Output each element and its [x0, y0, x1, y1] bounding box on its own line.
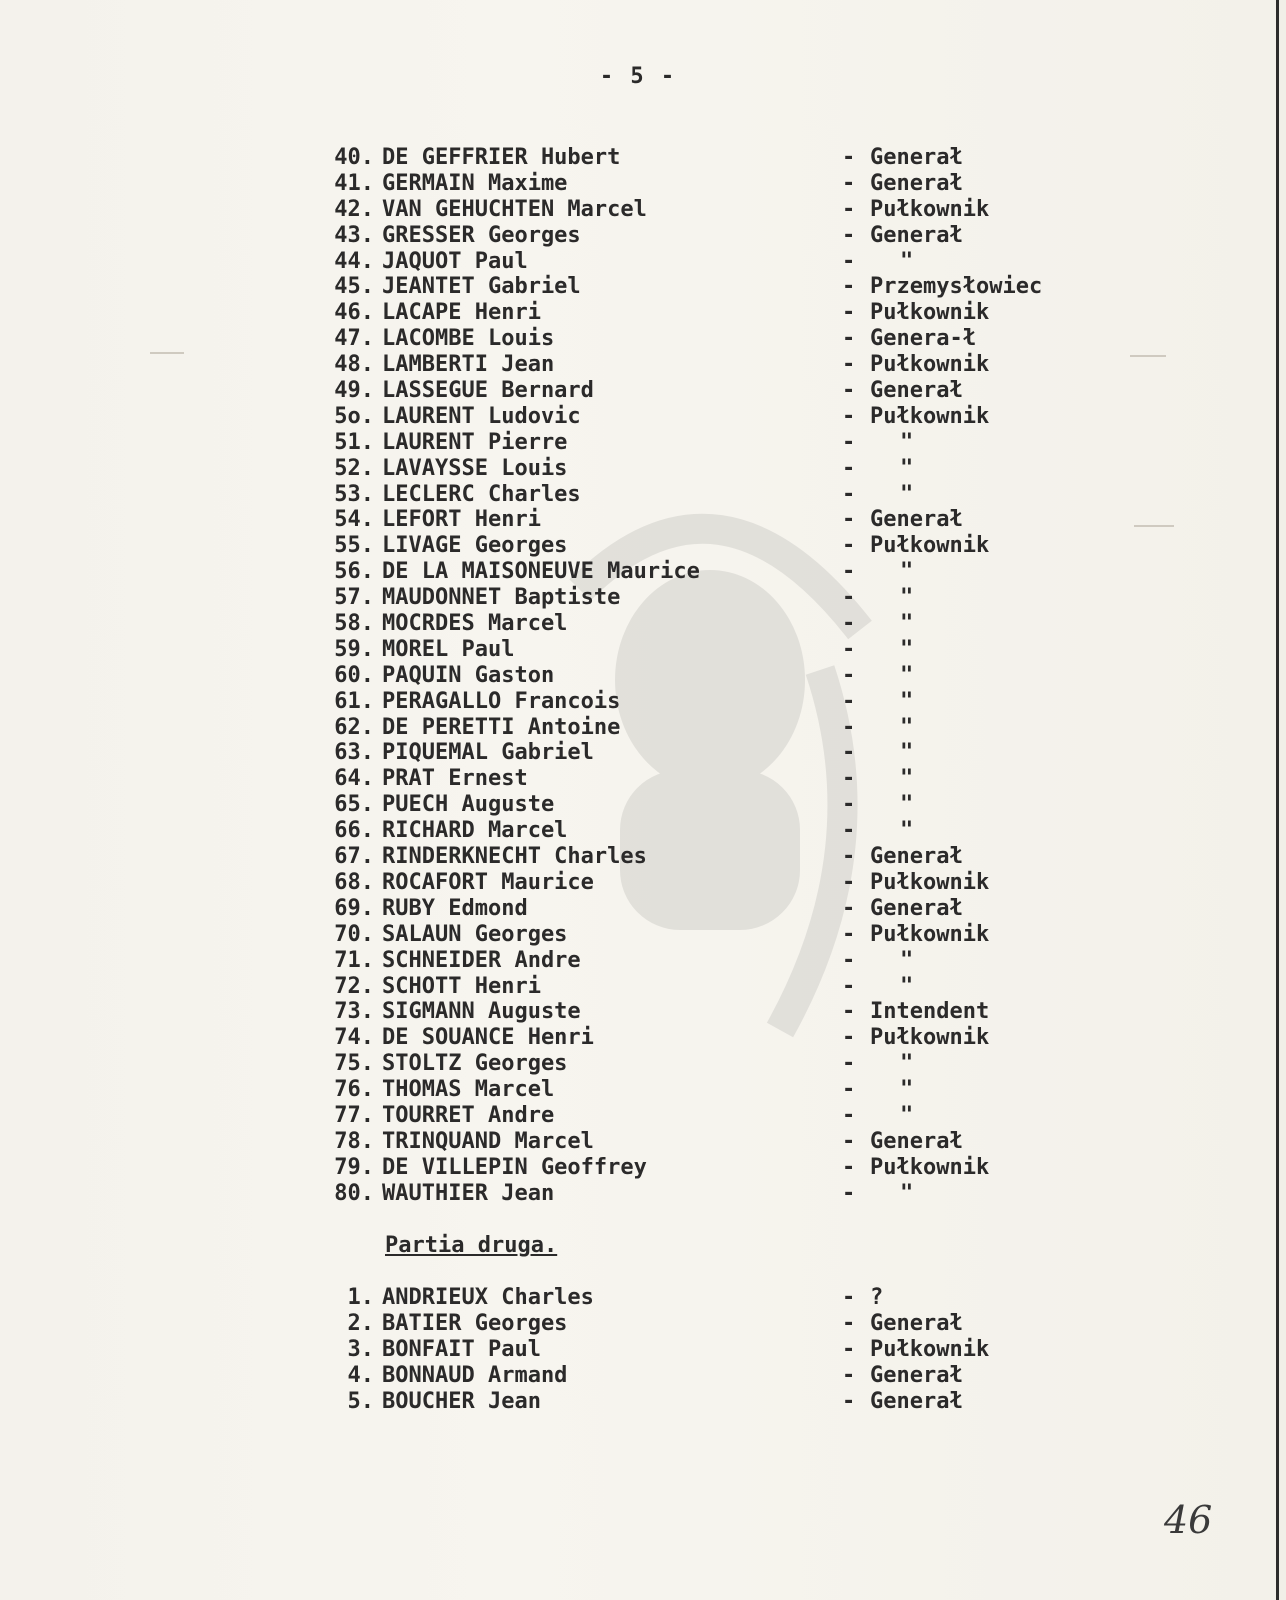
officer-list-part-two — [310, 1285, 1090, 1414]
list-item: 4. BONNAUD Armand - Generał — [347, 1362, 963, 1388]
list-item: 48. LAMBERTI Jean - Pułkownik — [334, 352, 990, 378]
list-item: 58. MOCRDES Marcel - " — [334, 611, 914, 637]
list-item: 69. RUBY Edmond - Generał — [334, 895, 963, 921]
list-item: 70. SALAUN Georges - Pułkownik — [334, 921, 990, 947]
list-item: 61. PERAGALLO Francois - " — [334, 688, 914, 714]
list-item: 47. LACOMBE Louis - Genera-ł — [334, 326, 976, 352]
list-item: 68. ROCAFORT Maurice - Pułkownik — [334, 869, 990, 895]
list-item: 2. BATIER Georges - Generał — [347, 1310, 963, 1336]
list-item: 5. BOUCHER Jean - Generał — [347, 1388, 963, 1414]
list-item: 78. TRINQUAND Marcel - Generał — [334, 1128, 963, 1154]
list-item: 46. LACAPE Henri - Pułkownik — [334, 300, 990, 326]
list-item: 43. GRESSER Georges - Generał — [334, 222, 963, 248]
list-item: 3. BONFAIT Paul - Pułkownik — [347, 1336, 990, 1362]
list-item: 71. SCHNEIDER Andre - " — [334, 947, 914, 973]
list-item: 66. RICHARD Marcel - " — [334, 818, 914, 844]
section-title: Partia druga. — [385, 1233, 558, 1258]
list-item: 52. LAVAYSSE Louis - " — [334, 455, 914, 481]
list-item: 73. SIGMANN Auguste - Intendent — [334, 999, 990, 1025]
list-item: 53. LECLERC Charles - " — [334, 481, 914, 507]
list-item: 44. JAQUOT Paul - " — [334, 248, 914, 274]
page-number: - 5 - — [599, 64, 677, 89]
margin-mark — [150, 352, 184, 354]
margin-mark — [1130, 355, 1166, 357]
list-item: 77. TOURRET Andre - " — [334, 1102, 914, 1128]
list-item: 5o. LAURENT Ludovic - Pułkownik — [334, 403, 990, 429]
list-item: 74. DE SOUANCE Henri - Pułkownik — [334, 1025, 990, 1051]
officer-list-part-one — [310, 145, 1090, 1207]
handwritten-folio-number: 46 — [1164, 1498, 1213, 1542]
list-item: 72. SCHOTT Henri - " — [334, 973, 914, 999]
list-item: 1. ANDRIEUX Charles - ? — [347, 1285, 884, 1310]
list-item: 60. PAQUIN Gaston - " — [334, 662, 914, 688]
list-item: 75. STOLTZ Georges - " — [334, 1051, 914, 1077]
list-item: 63. PIQUEMAL Gabriel - " — [334, 740, 914, 766]
list-item: 45. JEANTET Gabriel - Przemysłowiec — [334, 274, 1043, 300]
list-item: 57. MAUDONNET Baptiste - " — [334, 585, 914, 611]
list-item: 65. PUECH Auguste - " — [334, 792, 914, 818]
list-item: 55. LIVAGE Georges - Pułkownik — [334, 533, 990, 559]
list-item: 54. LEFORT Henri - Generał — [334, 507, 963, 533]
list-item: 59. MOREL Paul - " — [334, 636, 914, 662]
list-item: 40. DE GEFFRIER Hubert - Generał — [334, 145, 963, 170]
list-item: 51. LAURENT Pierre - " — [334, 429, 914, 455]
list-item: 62. DE PERETTI Antoine - " — [334, 714, 914, 740]
list-item: 67. RINDERKNECHT Charles - Generał — [334, 844, 963, 870]
list-item: 64. PRAT Ernest - " — [334, 766, 914, 792]
list-item: 76. THOMAS Marcel - " — [334, 1077, 914, 1103]
list-item: 79. DE VILLEPIN Geoffrey - Pułkownik — [334, 1154, 990, 1180]
margin-mark — [1134, 525, 1174, 527]
list-item: 41. GERMAIN Maxime - Generał — [334, 170, 963, 196]
list-item: 49. LASSEGUE Bernard - Generał — [334, 378, 963, 404]
list-item: 42. VAN GEHUCHTEN Marcel - Pułkownik — [334, 196, 990, 222]
list-item: 80. WAUTHIER Jean - " — [334, 1180, 914, 1206]
list-item: 56. DE LA MAISONEUVE Maurice - " — [334, 559, 914, 585]
